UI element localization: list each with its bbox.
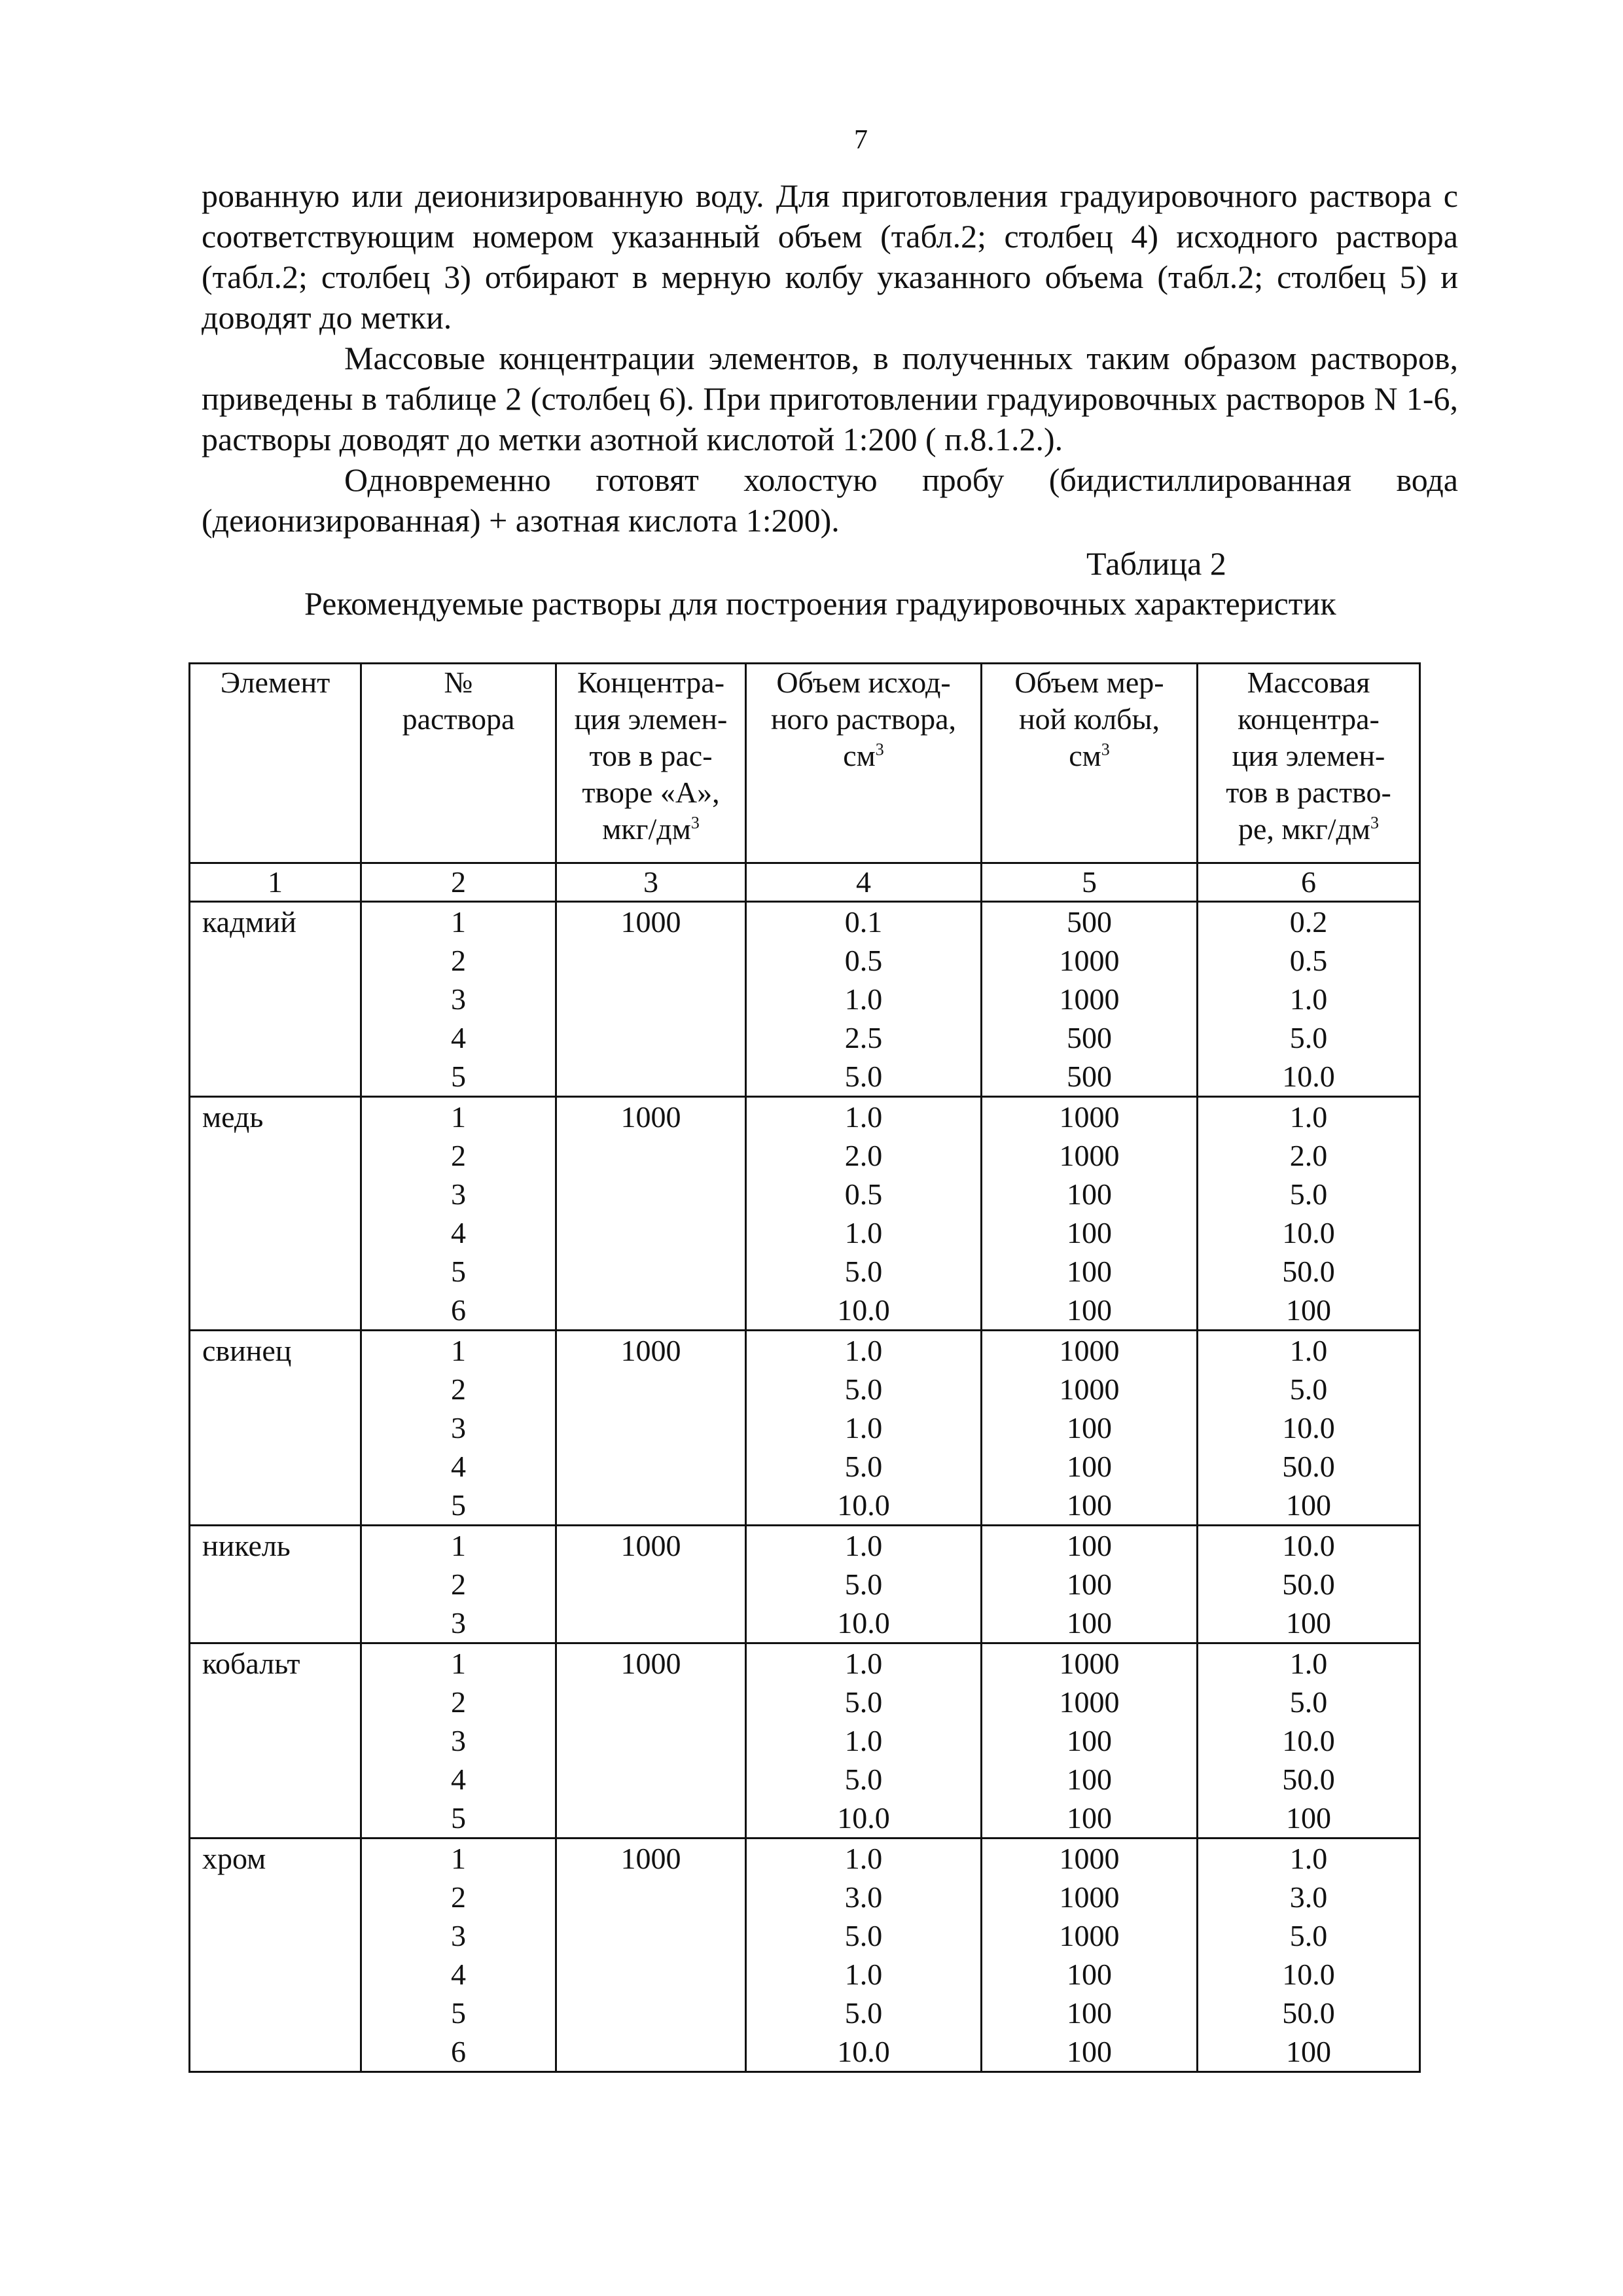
cell-value: 3 [451,1724,466,1757]
cell-value: 1000 [620,1529,681,1562]
value-column-cell [982,1331,1198,1526]
cell-value: 100 [1286,1606,1331,1640]
cell-value: 10.0 [1282,1958,1335,1991]
cell-value: 1000 [1059,1372,1120,1406]
cell-value: 5.0 [844,1763,883,1796]
value-column-cell [746,902,982,1097]
cell-value: 50.0 [1282,1450,1335,1483]
cell-value: 5.0 [844,1060,883,1093]
cell-value: 4 [451,1450,466,1483]
cell-value: 5.0 [1289,1021,1328,1054]
cell-value: 100 [1286,1488,1331,1522]
cell-value: 5.0 [844,1255,883,1288]
cell-value: 1.0 [844,1216,883,1249]
value-column-cell [1198,1643,1420,1839]
value-column-cell [982,1839,1198,2072]
cell-value: 500 [1067,905,1112,939]
cell-value: 0.1 [844,905,883,939]
cell-value: 10.0 [837,1801,890,1835]
cell-value: 2.0 [844,1139,883,1172]
cell-value: 10.0 [837,1606,890,1640]
cell-value: 3.0 [1289,1880,1328,1914]
cell-value: 10.0 [1282,1216,1335,1249]
cell-value: 2.5 [844,1021,883,1054]
cell-value: 50.0 [1282,1763,1335,1796]
cell-value: 10.0 [837,1488,890,1522]
cell-value: 1000 [1059,982,1120,1016]
column-number-cell: 6 [1198,863,1420,902]
table-row [190,1839,1420,2072]
cell-value: 0.5 [1289,944,1328,977]
cell-value: 5.0 [844,1372,883,1406]
cell-value: 2 [451,944,466,977]
cell-value: 2.0 [1289,1139,1328,1172]
cell-value: 100 [1067,1450,1112,1483]
cell-value: 4 [451,1958,466,1991]
cell-value: 10.0 [837,1293,890,1327]
cell-value: 4 [451,1021,466,1054]
cell-value: 100 [1067,1958,1112,1991]
cell-value: 2 [451,1139,466,1172]
cell-value: 4 [451,1763,466,1796]
table-body [190,902,1420,2072]
cell-value: 5.0 [844,1685,883,1719]
cell-value: 5.0 [1289,1919,1328,1952]
cell-value: 0.5 [844,944,883,977]
cell-value: 1.0 [844,1411,883,1444]
concentration-cell [556,1839,746,2072]
cell-value: 100 [1067,1293,1112,1327]
element-name-cell: свинец [190,1331,361,1526]
cell-value: 5.0 [844,1450,883,1483]
value-column-cell [1198,1331,1420,1526]
cell-value: 1.0 [1289,982,1328,1016]
column-number-cell: 3 [556,863,746,902]
cell-value: 100 [1286,2035,1331,2068]
value-column-cell [746,1331,982,1526]
cell-value: 100 [1067,1529,1112,1562]
cell-value: 50.0 [1282,1996,1335,2030]
cell-value: 1000 [620,1842,681,1875]
cell-value: 100 [1067,1763,1112,1796]
concentration-cell [556,902,746,1097]
cell-value: 100 [1067,1411,1112,1444]
cell-value: 5.0 [1289,1177,1328,1211]
value-column-cell [361,1643,556,1839]
cell-value: 100 [1067,1606,1112,1640]
column-number-cell: 5 [982,863,1198,902]
cell-value: 1000 [1059,944,1120,977]
cell-value: 6 [451,1293,466,1327]
cell-value: 10.0 [837,2035,890,2068]
table-header-cell: Объем мер- ной колбы, $см^3$ [982,664,1198,863]
cell-value: 1000 [1059,1139,1120,1172]
value-column-cell [746,1643,982,1839]
value-column-cell [746,1526,982,1643]
cell-value: 2 [451,1880,466,1914]
cell-value: 100 [1067,1255,1112,1288]
paragraph: рованную или деионизированную воду. Для приготовления градуировочного раствора с соответствующим номером указанный объем (табл.2; столбец 4) исходного раствора (табл.2; столбец 3) отбирают в мерную колбу указанного объема (табл.2; столбец 5) и доводят до метки. [202,177,1458,336]
cell-value: 1.0 [1289,1647,1328,1680]
table-header-cell: Объем исход- ного раствора, $см^3$ [746,664,982,863]
element-name-cell: кадмий [190,902,361,1097]
cell-value: 5 [451,1996,466,2030]
cell-value: 10.0 [1282,1411,1335,1444]
cell-value: 2 [451,1568,466,1601]
cell-value: 5.0 [1289,1685,1328,1719]
table-header-cell: Массовая концентра- ция элемен- тов в раство- ре, мкг/$дм^3$ [1198,664,1420,863]
value-column-cell [982,902,1198,1097]
cell-value: 5 [451,1060,466,1093]
cell-value: 1000 [1059,1919,1120,1952]
cell-value: 1.0 [844,1842,883,1875]
cell-value: 1000 [1059,1880,1120,1914]
cell-value: 1.0 [844,1647,883,1680]
cell-value: 50.0 [1282,1568,1335,1601]
cell-value: 3.0 [844,1880,883,1914]
cell-value: 4 [451,1216,466,1249]
table-header-row [190,664,1420,863]
cell-value: 1000 [620,905,681,939]
value-column-cell [361,1097,556,1331]
table-label: Таблица 2 [1086,545,1226,582]
data-table [188,662,1421,2073]
cell-value: 1.0 [1289,1100,1328,1134]
element-name-cell: медь [190,1097,361,1331]
table-row [190,1331,1420,1526]
cell-value: 10.0 [1282,1724,1335,1757]
cell-value: 10.0 [1282,1529,1335,1562]
cell-value: 500 [1067,1021,1112,1054]
cell-value: 5 [451,1801,466,1835]
value-column-cell [982,1643,1198,1839]
cell-value: 0.2 [1289,905,1328,939]
cell-value: 1000 [1059,1685,1120,1719]
cell-value: 5.0 [844,1996,883,2030]
cell-value: 1 [451,1529,466,1562]
column-number-row [190,863,1420,902]
column-number-cell: 1 [190,863,361,902]
cell-value: 1000 [620,1647,681,1680]
paragraph: Массовые концентрации элементов, в полученных таким образом растворов, приведены в таблице 2 (столбец 6). При приготовлении градуировочных растворов N 1-6, растворы доводят до метки азотной кислотой 1:200 ( п.8.1.2.). [202,340,1458,457]
body-text [202,175,1458,541]
cell-value: 2 [451,1685,466,1719]
cell-value: 1 [451,1647,466,1680]
concentration-cell [556,1097,746,1331]
concentration-cell [556,1331,746,1526]
concentration-cell [556,1643,746,1839]
value-column-cell [361,1839,556,2072]
cell-value: 1.0 [844,1724,883,1757]
concentration-cell [556,1526,746,1643]
page-number: 7 [854,125,868,155]
table-row [190,1643,1420,1839]
cell-value: 1.0 [844,1958,883,1991]
cell-value: 3 [451,1411,466,1444]
cell-value: 1000 [1059,1334,1120,1367]
cell-value: 50.0 [1282,1255,1335,1288]
cell-value: 6 [451,2035,466,2068]
value-column-cell [361,1526,556,1643]
cell-value: 5 [451,1488,466,1522]
table-header-cell: Концентра- ция элемен- тов в рас- творе «А», мкг/$дм^3$ [556,664,746,863]
cell-value: 100 [1067,1568,1112,1601]
cell-value: 1.0 [1289,1842,1328,1875]
cell-value: 1.0 [844,1100,883,1134]
table-caption: Рекомендуемые растворы для построения градуировочных характеристик [304,585,1336,622]
cell-value: 1000 [620,1100,681,1134]
value-column-cell [1198,1839,1420,2072]
value-column-cell [982,1526,1198,1643]
cell-value: 500 [1067,1060,1112,1093]
cell-value: 1000 [620,1334,681,1367]
element-name-cell: никель [190,1526,361,1643]
value-column-cell [1198,902,1420,1097]
cell-value: 100 [1067,1216,1112,1249]
cell-value: 100 [1067,1488,1112,1522]
element-name-cell: хром [190,1839,361,2072]
cell-value: 100 [1286,1293,1331,1327]
cell-value: 1.0 [844,1334,883,1367]
cell-value: 5 [451,1255,466,1288]
table-header-cell: № раствора [361,664,556,863]
cell-value: 2 [451,1372,466,1406]
table-header-cell: Элемент [190,664,361,863]
value-column-cell [361,1331,556,1526]
column-number-cell: 2 [361,863,556,902]
table-row [190,1526,1420,1643]
cell-value: 1.0 [844,982,883,1016]
cell-value: 100 [1067,1801,1112,1835]
cell-value: 1 [451,1842,466,1875]
cell-value: 1000 [1059,1100,1120,1134]
cell-value: 100 [1067,1724,1112,1757]
value-column-cell [361,902,556,1097]
element-name-cell: кобальт [190,1643,361,1839]
value-column-cell [1198,1526,1420,1643]
cell-value: 5.0 [1289,1372,1328,1406]
value-column-cell [982,1097,1198,1331]
cell-value: 1000 [1059,1842,1120,1875]
cell-value: 1 [451,1100,466,1134]
table-row [190,1097,1420,1331]
cell-value: 100 [1067,1996,1112,2030]
value-column-cell [746,1839,982,2072]
cell-value: 10.0 [1282,1060,1335,1093]
cell-value: 5.0 [844,1919,883,1952]
cell-value: 5.0 [844,1568,883,1601]
cell-value: 0.5 [844,1177,883,1211]
value-column-cell [1198,1097,1420,1331]
cell-value: 100 [1067,2035,1112,2068]
value-column-cell [746,1097,982,1331]
cell-value: 3 [451,1919,466,1952]
cell-value: 1.0 [844,1529,883,1562]
cell-value: 3 [451,1606,466,1640]
column-number-cell: 4 [746,863,982,902]
cell-value: 100 [1067,1177,1112,1211]
cell-value: 1.0 [1289,1334,1328,1367]
cell-value: 3 [451,1177,466,1211]
cell-value: 1 [451,1334,466,1367]
table-row [190,902,1420,1097]
cell-value: 3 [451,982,466,1016]
paragraph: Одновременно готовят холостую пробу (бидистиллированная вода (деионизированная) + азотная кислота 1:200). [202,461,1458,539]
cell-value: 1 [451,905,466,939]
cell-value: 1000 [1059,1647,1120,1680]
cell-value: 100 [1286,1801,1331,1835]
